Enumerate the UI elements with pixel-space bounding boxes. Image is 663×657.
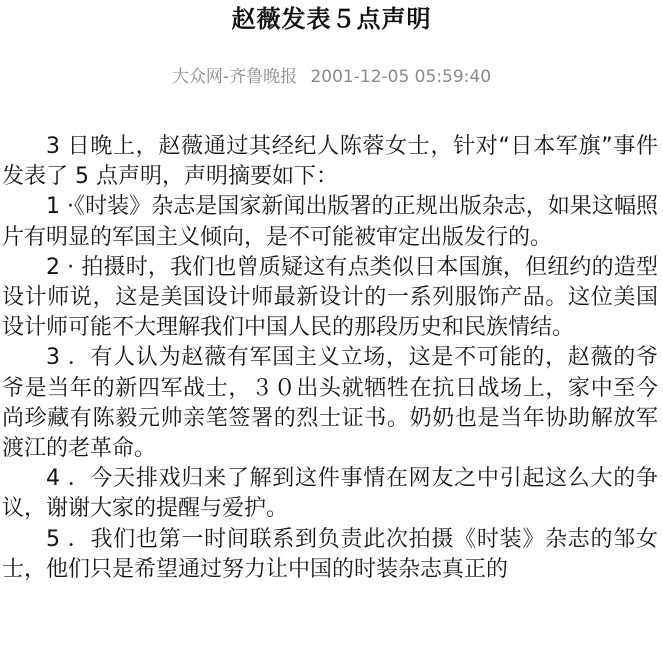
paragraph-intro: 3 日晚上，赵薇通过其经纪人陈蓉女士，针对“日本军旗”事件发表了 5 点声明，声明摘要如下： [2, 134, 658, 190]
article-datetime: 2001-12-05 05:59:40 [310, 67, 492, 87]
paragraph-point-5: 5 ．我们也第一时间联系到负责此次拍摄《时装》杂志的邹女士，他们只是希望通过努力让中国的时装杂志真正的 [2, 526, 658, 582]
article-body [2, 132, 658, 585]
article-title: 赵薇发表５点声明 [231, 5, 432, 33]
article-source: 大众网-齐鲁晚报 [171, 67, 298, 87]
paragraph-point-1: 1 ·《时装》杂志是国家新闻出版署的正规出版杂志，如果这幅照片有明显的军国主义倾向，是不可能被审定出版发行的。 [2, 194, 658, 250]
article-meta [0, 64, 663, 90]
paragraph-point-3: 3 ．有人认为赵薇有军国主义立场，这是不可能的，赵薇的爷爷是当年的新四军战士，３０出头就牺牲在抗日战场上，家中至今尚珍藏有陈毅元帅亲笔签署的烈士证书。奶奶也是当年协助解放军渡江的老革命。 [2, 345, 658, 462]
paragraph-point-2: 2 · 拍摄时，我们也曾质疑这有点类似日本国旗，但纽约的造型设计师说，这是美国设计师最新设计的一系列服饰产品。这位美国设计师可能不大理解我们中国人民的那段历史和民族情结。 [2, 254, 658, 341]
paragraph-point-4: 4 ．今天排戏归来了解到这件事情在网友之中引起这么大的争议，谢谢大家的提醒与爱护。 [2, 466, 658, 522]
